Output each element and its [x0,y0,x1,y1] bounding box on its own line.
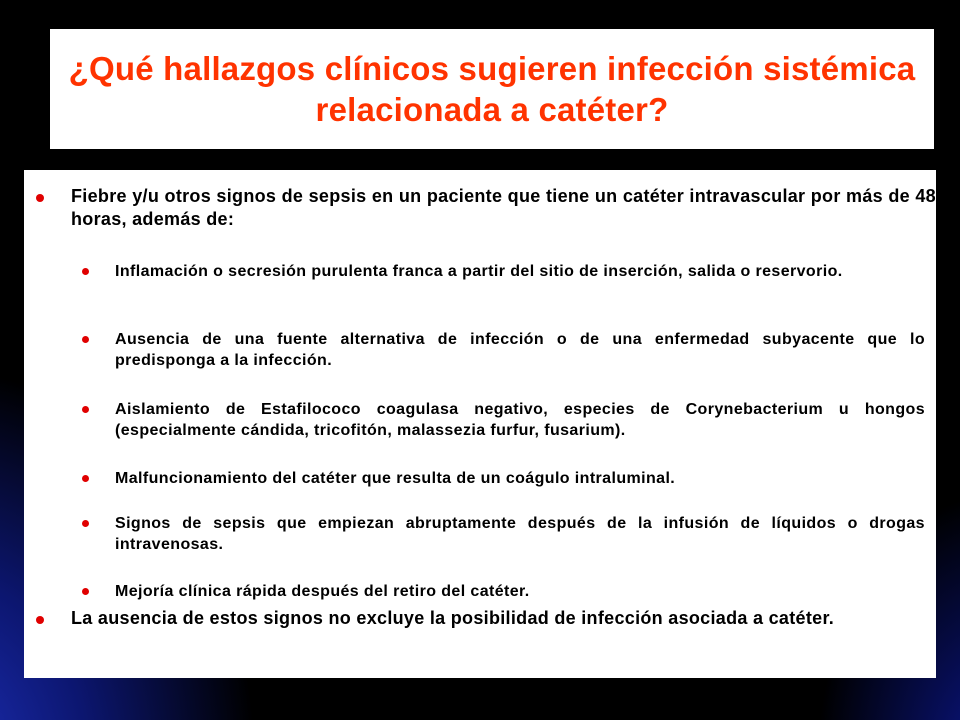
sub-bullet-item: Inflamación o secresión purulenta franca a partir del sitio de inserción, salida o reservorio. [115,263,843,280]
sub-bullet-icon [82,268,89,275]
slide-title: ¿Qué hallazgos clínicos sugieren infección sistémica relacionada a catéter? [68,50,916,128]
sub-bullet-item: Aislamiento de Estafilococo coagulasa negativo, especies de Corynebacterium u hongos (especialmente cándida, tricofitón, malassezia furfur, fusarium). [115,401,925,439]
bullet-item: La ausencia de estos signos no excluye la posibilidad de infección asociada a catéter. [71,608,835,628]
sub-bullet-icon [82,475,89,482]
sub-bullet-icon [82,406,89,413]
content-box [24,170,936,678]
bullet-icon [36,616,44,624]
sub-bullet-item: Mejoría clínica rápida después del retiro del catéter. [115,583,530,600]
sub-bullet-item: Ausencia de una fuente alternativa de infección o de una enfermedad subyacente que lo predisponga a la infección. [115,331,925,369]
sub-bullet-item: Signos de sepsis que empiezan abruptamente después de la infusión de líquidos o drogas intravenosas. [115,515,925,553]
sub-bullet-icon [82,336,89,343]
sub-bullet-icon [82,588,89,595]
sub-bullet-item: Malfuncionamiento del catéter que resulta de un coágulo intraluminal. [115,470,676,487]
title-box [50,29,934,149]
bullet-item: Fiebre y/u otros signos de sepsis en un paciente que tiene un catéter intravascular por más de 48 horas, además de: [71,186,936,229]
bullet-icon [36,194,44,202]
sub-bullet-icon [82,520,89,527]
